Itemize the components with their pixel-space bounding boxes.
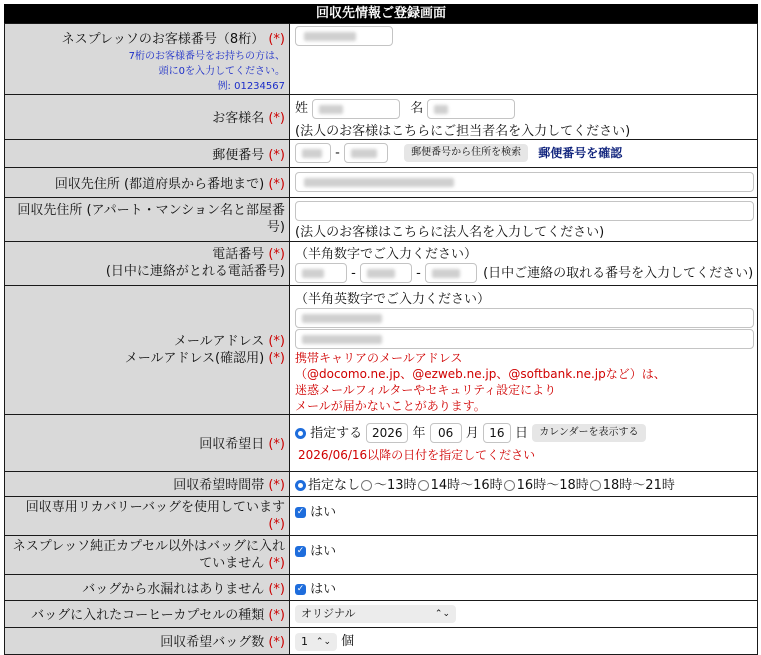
capsule-type-label: バッグに入れたコーヒーカプセルの種類 (31, 608, 265, 623)
month-input[interactable]: 06 (430, 423, 462, 443)
required-mark: (*) (268, 333, 285, 349)
customer-number-note-1: 7桁のお客様番号をお持ちの方は、 (128, 51, 285, 62)
time-option-radio[interactable] (361, 480, 372, 491)
chevron-updown-icon: ⌃⌄ (315, 636, 331, 647)
registration-form (4, 4, 758, 655)
postal-code-second-input[interactable] (344, 143, 388, 163)
bag-count-select[interactable] (295, 633, 337, 651)
time-option-radio[interactable] (418, 480, 429, 491)
time-option-label: 14時〜16時 (430, 478, 503, 493)
email-warning-4: メールが届かないことがあります。 (295, 398, 486, 413)
phone-dash: - (351, 265, 356, 281)
phone-dash: - (416, 265, 421, 281)
date-specify-label: 指定する (310, 425, 363, 441)
year-input[interactable]: 2026 (366, 423, 408, 443)
required-mark: (*) (268, 32, 285, 47)
postal-confirm-link[interactable]: 郵便番号を確認 (538, 145, 623, 160)
time-option-radio[interactable] (504, 480, 515, 491)
bag-count-unit: 個 (341, 634, 355, 650)
address-label: 回収先住所 (都道府県から番地まで) (54, 176, 265, 192)
day-input[interactable]: 16 (483, 423, 511, 443)
postal-code-first-input[interactable] (295, 143, 331, 163)
required-mark: (*) (268, 516, 285, 532)
phone-note-right: (日中ご連絡の取れる番号を入力してください) (483, 265, 754, 281)
address2-note: (法人のお客様はこちらに法人名を入力してください) (295, 224, 605, 240)
row-address2 (5, 197, 758, 241)
time-label: 回収希望時間帯 (173, 478, 265, 493)
row-no-leak (5, 574, 758, 600)
genuine-capsules-yes: はい (310, 543, 337, 559)
phone-label: 電話番号 (212, 247, 265, 262)
row-address (5, 167, 758, 197)
date-note: 2026/06/16以降の日付を指定してください (298, 448, 536, 463)
customer-name-note: (法人のお客様はこちらにご担当者名を入力してください) (295, 123, 631, 139)
customer-number-label: ネスプレッソのお客様番号（8桁） (61, 32, 265, 47)
email-confirm-label: メールアドレス(確認用) (124, 350, 265, 366)
address2-label: 回収先住所 (アパート・マンション名と部屋番号) (17, 203, 285, 235)
time-option-radio[interactable] (590, 480, 601, 491)
row-bag-count (5, 627, 758, 654)
email-warning-1: 携帯キャリアのメールアドレス (295, 350, 463, 365)
time-option-label: 16時〜18時 (516, 478, 589, 493)
no-leak-yes: はい (310, 581, 337, 597)
page-title: 回収先情報ご登録画面 (4, 4, 758, 23)
address-input[interactable] (295, 172, 754, 192)
customer-number-example: 例: 01234567 (217, 81, 285, 92)
row-customer-name (5, 95, 758, 140)
checkmark-icon[interactable]: ✓ (296, 545, 305, 556)
chevron-updown-icon: ⌃⌄ (434, 608, 450, 619)
calendar-button[interactable]: カレンダーを表示する (532, 424, 645, 442)
phone-input-3[interactable] (425, 263, 477, 283)
recovery-bag-yes: はい (310, 504, 337, 520)
email-label: メールアドレス (173, 333, 265, 349)
postal-dash: - (335, 145, 340, 161)
no-leak-label: バッグから水漏れはありません (82, 581, 265, 597)
customer-name-label: お客様名 (212, 111, 265, 127)
address2-input[interactable] (295, 201, 754, 221)
required-mark: (*) (268, 581, 285, 597)
required-mark: (*) (268, 350, 285, 366)
time-option-label: 指定なし (308, 478, 361, 493)
sei-label: 姓 (295, 101, 309, 116)
row-genuine-capsules (5, 535, 758, 574)
required-mark: (*) (268, 247, 285, 262)
row-date (5, 414, 758, 471)
phone-input-2[interactable] (360, 263, 412, 283)
row-phone (5, 241, 758, 285)
required-mark: (*) (268, 555, 285, 571)
customer-number-note-2: 頭に0を入力してください。 (158, 66, 285, 77)
row-email (5, 285, 758, 414)
form-table (4, 23, 758, 655)
required-mark: (*) (268, 176, 285, 192)
phone-input-1[interactable] (295, 263, 347, 283)
phone-sub-label: (日中に連絡がとれる電話番号) (105, 264, 285, 279)
time-option-label: 18時〜21時 (602, 478, 675, 493)
required-mark: (*) (268, 111, 285, 127)
customer-number-input[interactable] (295, 26, 393, 46)
time-options (290, 471, 758, 496)
required-mark: (*) (268, 478, 285, 493)
recovery-bag-label: 回収専用リカバリーバッグを使用しています (25, 499, 285, 515)
capsule-type-value: オリジナル (301, 606, 356, 620)
postal-code-label: 郵便番号 (212, 147, 265, 163)
time-option-label: 〜13時 (374, 478, 417, 493)
first-name-input[interactable] (427, 99, 515, 119)
postal-search-button[interactable]: 郵便番号から住所を検索 (404, 144, 528, 162)
required-mark: (*) (268, 147, 285, 163)
required-mark: (*) (268, 608, 285, 623)
date-label: 回収希望日 (199, 437, 265, 452)
month-unit: 月 (465, 425, 479, 441)
checkmark-icon[interactable]: ✓ (296, 506, 305, 517)
day-unit: 日 (515, 425, 529, 441)
checkmark-icon[interactable]: ✓ (296, 583, 305, 594)
email-confirm-input[interactable] (295, 329, 754, 349)
bag-count-value: 1 (301, 634, 308, 648)
time-option-radio[interactable] (295, 480, 306, 491)
bag-count-label: 回収希望バッグ数 (160, 635, 265, 650)
mei-label: 名 (410, 101, 424, 116)
capsule-type-select[interactable] (295, 605, 456, 623)
row-postal-code (5, 139, 758, 167)
phone-note-top: （半角数字でご入力ください） (295, 246, 478, 262)
last-name-input[interactable] (312, 99, 400, 119)
row-customer-number (5, 24, 758, 95)
required-mark: (*) (268, 437, 285, 452)
email-warning-3: 迷惑メールフィルターやセキュリティ設定により (295, 382, 557, 397)
date-specify-radio[interactable] (295, 428, 306, 439)
email-warning-2: （@docomo.ne.jp、@ezweb.ne.jp、@softbank.ne.jpなど）は、 (295, 366, 666, 381)
year-unit: 年 (412, 425, 426, 441)
genuine-capsules-label: ネスプレッソ純正カプセル以外はバッグに入れていません (12, 538, 285, 571)
required-mark: (*) (268, 635, 285, 650)
row-recovery-bag (5, 496, 758, 535)
row-time (5, 471, 758, 496)
email-note-top: （半角英数字でご入力ください） (295, 291, 491, 307)
row-capsule-type (5, 600, 758, 627)
email-input[interactable] (295, 308, 754, 328)
